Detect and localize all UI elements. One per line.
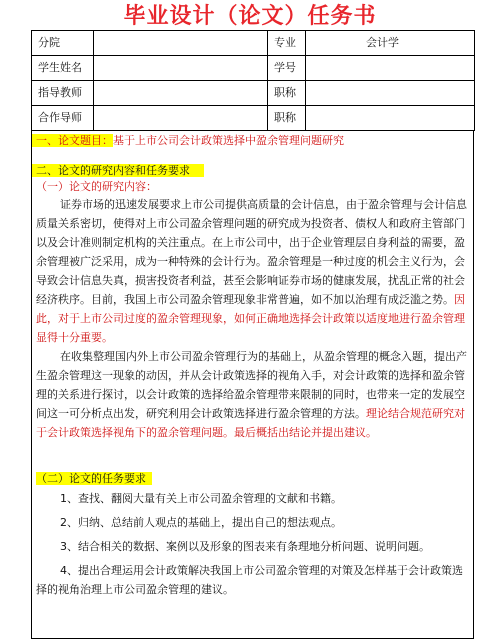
paragraph-2-highlight: 理论结合规范研究对于会计政策选择视角下的盈余管理问题。最后概括出结论并提出建议。 — [36, 407, 465, 439]
research-content-heading: （一）论文的研究内容： — [36, 180, 157, 193]
info-row-advisor — [32, 81, 475, 106]
coadvisor-value[interactable] — [94, 106, 268, 131]
info-row-student — [32, 56, 475, 81]
advisor-title-label: 职称 — [268, 81, 306, 106]
paragraph-1-text: 证券市场的迅速发展要求上市公司提供高质量的会计信息，由于盈余管理与会计信息质量关系密切，使得对上市公司盈余管理问题的研究成为投资者、债权人和政府主管部门以及会计准则制定机构的关注重点。在上市公司中，出于企业管理层自身利益的需要，盈余管理被广泛采用，成为一种特殊的会计行为。盈余管理是一种过度的机会主义行为，会导致会计信息失真，损害投资者利益，甚至会影响证券市场的健康发展，扰乱正常的社会经济秩序。目前，我国上市公司盈余管理现象非常普遍，如不加以治理有成泛滥之势。 — [36, 198, 467, 306]
section2-row — [32, 162, 473, 179]
sub2-row — [32, 470, 473, 487]
college-label: 分院 — [32, 31, 94, 56]
research-paragraph-2 — [36, 347, 472, 442]
topic-heading: 一、论文题目： — [32, 134, 113, 147]
task-item-3 — [36, 537, 472, 556]
coadvisor-title-label: 职称 — [268, 106, 306, 131]
task-3-text: 3、结合相关的数据、案例以及形象的图表来有条理地分析问题、说明问题。 — [60, 540, 430, 553]
task-2-text: 2、归纳、总结前人观点的基础上，提出自己的想法观点。 — [60, 516, 342, 529]
topic-row — [32, 132, 473, 149]
coadvisor-title-value[interactable] — [306, 106, 475, 131]
task-4-text: 4、提出合理运用会计政策解决我国上市公司盈余管理的对策及怎样基于会计政策选择的视角治理上市公司盈余管理的建议。 — [36, 564, 463, 596]
document-title: 毕业设计（论文）任务书 — [123, 4, 377, 29]
topic-text: 基于上市公司会计政策选择中盈余管理问题研究 — [113, 134, 344, 147]
info-table — [31, 30, 475, 131]
college-value[interactable] — [94, 31, 268, 56]
task-requirements-heading: （二）论文的任务要求 — [36, 472, 152, 485]
sub1-row — [32, 179, 473, 195]
coadvisor-label: 合作导师 — [32, 106, 94, 131]
student-id-label: 学号 — [268, 56, 306, 81]
advisor-label: 指导教师 — [32, 81, 94, 106]
paragraph-2-text: 在收集整理国内外上市公司盈余管理行为的基础上，从盈余管理的概念入题，提出产生盈余管理这一现象的动因，并从会计政策选择的视角入手，对会计政策的选择和盈余管理的关系进行探讨，以会计政策的选择给盈余管理带来限制的同时，也带来一定的发展空间这一可分析点出发，研究利用会计政策选择进行盈余管理的方法。 — [36, 350, 467, 420]
student-id-value[interactable] — [306, 56, 475, 81]
paragraph-1-highlight: 因此，对于上市公司过度的盈余管理现象，如何正确地选择会计政策以适度地进行盈余管理显得十分重要。 — [36, 293, 465, 344]
task-item-4 — [36, 561, 472, 599]
advisor-title-value[interactable] — [306, 81, 475, 106]
content-box — [31, 130, 474, 639]
major-value[interactable]: 会计学 — [306, 31, 475, 56]
info-row-college — [32, 31, 475, 56]
advisor-value[interactable] — [94, 81, 268, 106]
research-paragraph-1 — [36, 195, 472, 347]
student-name-label: 学生姓名 — [32, 56, 94, 81]
info-row-coadvisor — [32, 106, 475, 131]
task-item-2 — [36, 513, 472, 532]
major-label: 专业 — [268, 31, 306, 56]
task-item-1 — [36, 489, 472, 508]
student-name-value[interactable] — [94, 56, 268, 81]
task-1-text: 1、查找、翻阅大量有关上市公司盈余管理的文献和书籍。 — [60, 492, 342, 505]
section2-heading: 二、论文的研究内容和任务要求 — [32, 164, 204, 177]
